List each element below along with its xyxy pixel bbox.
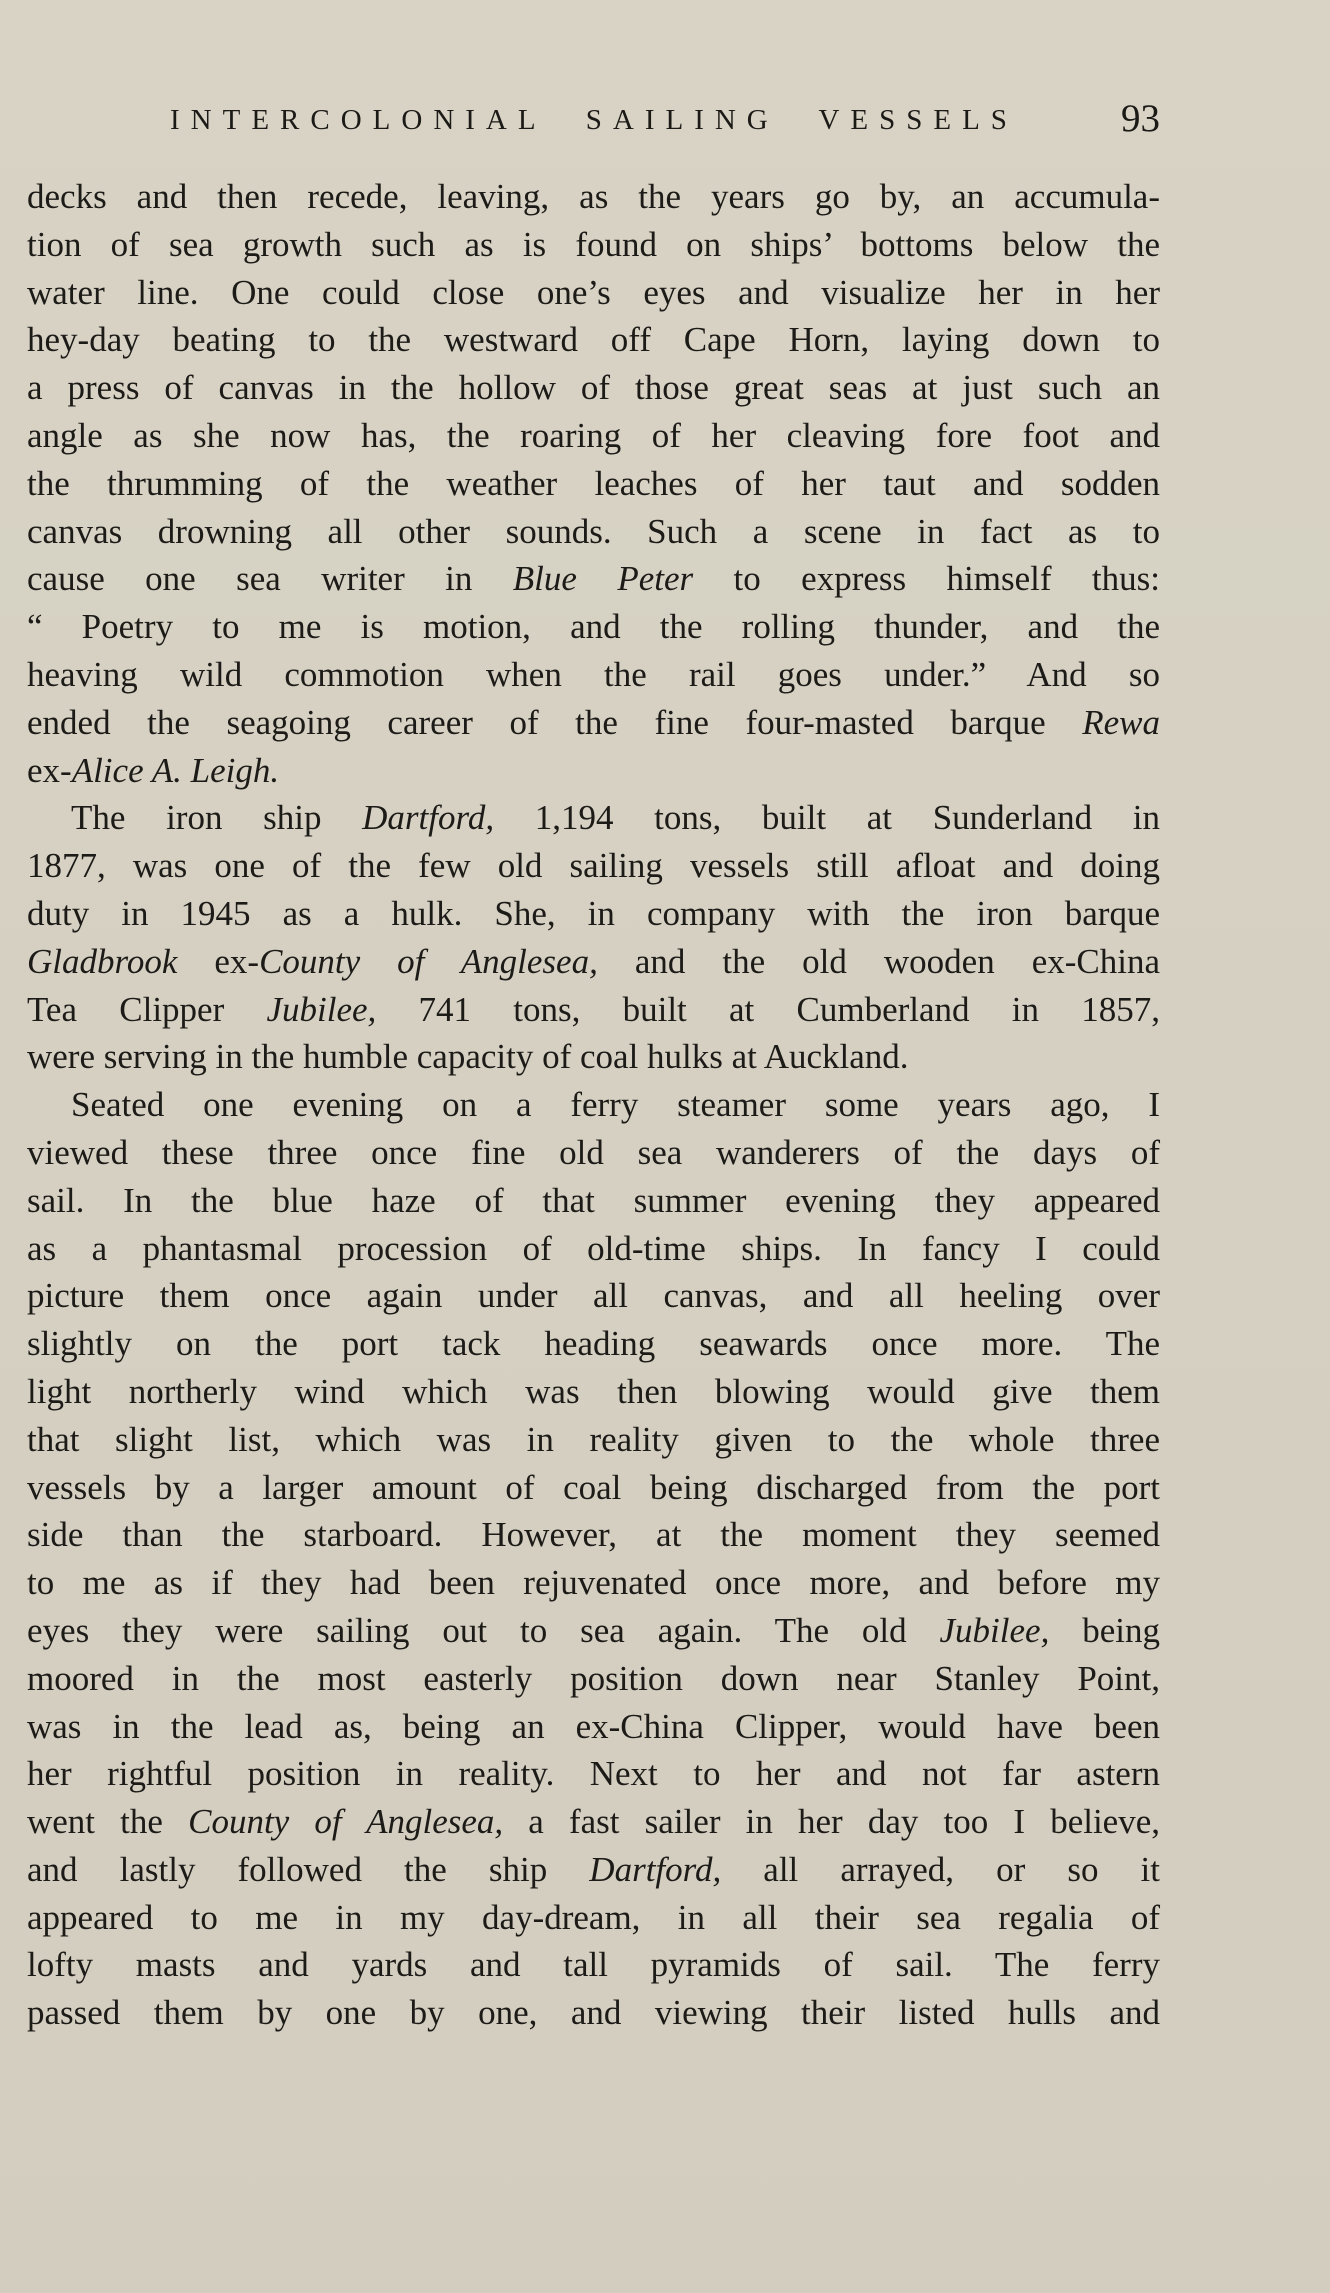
italic-text: County of Anglesea,	[259, 941, 598, 981]
text-run: her rightful position in reality. Next to her and not far astern	[27, 1754, 1160, 1794]
text-run: hey-day beating to the westward off Cape Horn, laying down to	[27, 320, 1160, 360]
text-run: appeared to me in my day-dream, in all their sea regalia of	[27, 1897, 1160, 1937]
text-run: Tea Clipper	[27, 989, 267, 1029]
text-line	[27, 460, 1160, 508]
text-run: water line. One could close one’s eyes and visualize her in her	[27, 272, 1160, 312]
text-run: decks and then recede, leaving, as the years go by, an accumula-	[27, 177, 1160, 216]
text-run: ex-	[27, 750, 72, 790]
text-line	[27, 747, 1160, 795]
text-line	[27, 938, 1160, 986]
text-line	[27, 1177, 1160, 1225]
text-run: sail. In the blue haze of that summer evening they appeared	[27, 1180, 1160, 1220]
text-run: vessels by a larger amount of coal being discharged from the port	[27, 1467, 1160, 1507]
text-run: ex-	[177, 941, 260, 981]
text-line	[27, 1320, 1160, 1368]
text-run: “ Poetry to me is motion, and the rolling thunder, and the	[27, 607, 1160, 647]
text-line	[27, 1464, 1160, 1512]
text-run: being	[1049, 1610, 1160, 1650]
text-run: to express himself thus:	[693, 559, 1160, 599]
text-line	[27, 1511, 1160, 1559]
italic-text: Alice A. Leigh.	[71, 750, 280, 790]
text-line	[27, 1559, 1160, 1607]
text-line	[27, 1272, 1160, 1320]
text-line	[27, 699, 1160, 747]
text-run: that slight list, which was in reality given to the whole three	[27, 1419, 1160, 1459]
text-line	[27, 1655, 1160, 1703]
text-run: a press of canvas in the hollow of those great seas at just such an	[27, 368, 1160, 408]
text-line	[27, 269, 1160, 317]
text-line	[27, 1129, 1160, 1177]
text-run: light northerly wind which was then blowing would give them	[27, 1371, 1160, 1411]
text-line	[27, 1416, 1160, 1464]
text-run: side than the starboard. However, at the moment they seemed	[27, 1515, 1160, 1555]
text-line	[27, 1081, 1160, 1129]
text-run: 1,194 tons, built at Sunderland in	[494, 798, 1161, 838]
page-number: 93	[1121, 97, 1160, 140]
italic-text: Dartford,	[589, 1849, 722, 1889]
text-line	[27, 555, 1160, 603]
text-run: 1877, was one of the few old sailing vessels still afloat and doing	[27, 846, 1160, 886]
text-line	[27, 1846, 1160, 1894]
text-line	[27, 1225, 1160, 1273]
italic-text: Rewa	[1082, 702, 1160, 742]
text-run: all arrayed, or so it	[721, 1849, 1160, 1889]
text-line	[27, 794, 1160, 842]
text-run: Seated one evening on a ferry steamer some years ago, I	[71, 1085, 1160, 1125]
italic-text: Dartford,	[362, 798, 495, 838]
text-run: moored in the most easterly position down near Stanley Point,	[27, 1658, 1160, 1698]
text-line	[27, 1607, 1160, 1655]
text-line	[27, 221, 1160, 269]
text-run: as a phantasmal procession of old-time ships. In fancy I could	[27, 1228, 1160, 1268]
text-run: angle as she now has, the roaring of her cleaving fore foot and	[27, 415, 1160, 455]
text-run: a fast sailer in her day too I believe,	[503, 1802, 1161, 1842]
text-line	[27, 651, 1160, 699]
text-run: tion of sea growth such as is found on ships’ bottoms below the	[27, 224, 1160, 264]
text-line	[27, 1798, 1160, 1846]
running-title: INTERCOLONIAL SAILING VESSELS	[170, 104, 1018, 136]
text-run: cause one sea writer in	[27, 559, 513, 599]
text-line	[27, 986, 1160, 1034]
text-line	[27, 1368, 1160, 1416]
text-run: and the old wooden ex-China	[597, 941, 1160, 981]
text-line	[27, 316, 1160, 364]
text-line	[27, 603, 1160, 651]
text-line	[27, 508, 1160, 556]
text-run: passed them by one by one, and viewing their listed hulls and	[27, 1993, 1160, 2033]
text-run: slightly on the port tack heading seawards once more. The	[27, 1324, 1160, 1364]
text-line	[27, 1750, 1160, 1798]
text-line	[27, 173, 1160, 221]
text-line	[27, 412, 1160, 460]
text-line	[27, 1703, 1160, 1751]
text-line	[27, 1989, 1160, 2037]
text-run: The iron ship	[71, 798, 363, 838]
text-run: 741 tons, built at Cumberland in 1857,	[376, 989, 1160, 1029]
body-text	[27, 173, 1160, 2037]
text-run: viewed these three once fine old sea wanderers of the days of	[27, 1132, 1160, 1172]
text-run: lofty masts and yards and tall pyramids of sail. The ferry	[27, 1945, 1160, 1985]
text-run: went the	[27, 1802, 189, 1842]
text-line	[27, 1894, 1160, 1942]
running-head	[170, 96, 1160, 146]
italic-text: Blue Peter	[512, 559, 694, 599]
text-run: the thrumming of the weather leaches of her taut and sodden	[27, 463, 1160, 503]
italic-text: County of Anglesea,	[188, 1802, 504, 1842]
italic-text: Gladbrook	[27, 941, 178, 981]
text-run: ended the seagoing career of the fine four-masted barque	[27, 702, 1083, 742]
text-run: canvas drowning all other sounds. Such a scene in fact as to	[27, 511, 1160, 551]
text-line	[27, 890, 1160, 938]
italic-text: Jubilee,	[266, 989, 377, 1029]
text-run: duty in 1945 as a hulk. She, in company with the iron barque	[27, 893, 1160, 933]
text-line	[27, 1033, 1160, 1081]
text-run: was in the lead as, being an ex-China Clipper, would have been	[27, 1706, 1160, 1746]
text-run: heaving wild commotion when the rail goes under.” And so	[27, 654, 1160, 694]
text-run: to me as if they had been rejuvenated once more, and before my	[27, 1563, 1160, 1603]
text-line	[27, 842, 1160, 890]
italic-text: Jubilee,	[939, 1610, 1050, 1650]
text-line	[27, 1941, 1160, 1989]
text-run: and lastly followed the ship	[27, 1849, 590, 1889]
text-line	[27, 364, 1160, 412]
text-run: eyes they were sailing out to sea again. The old	[27, 1610, 940, 1650]
text-run: were serving in the humble capacity of coal hulks at Auckland.	[27, 1037, 909, 1077]
text-run: picture them once again under all canvas, and all heeling over	[27, 1276, 1160, 1316]
